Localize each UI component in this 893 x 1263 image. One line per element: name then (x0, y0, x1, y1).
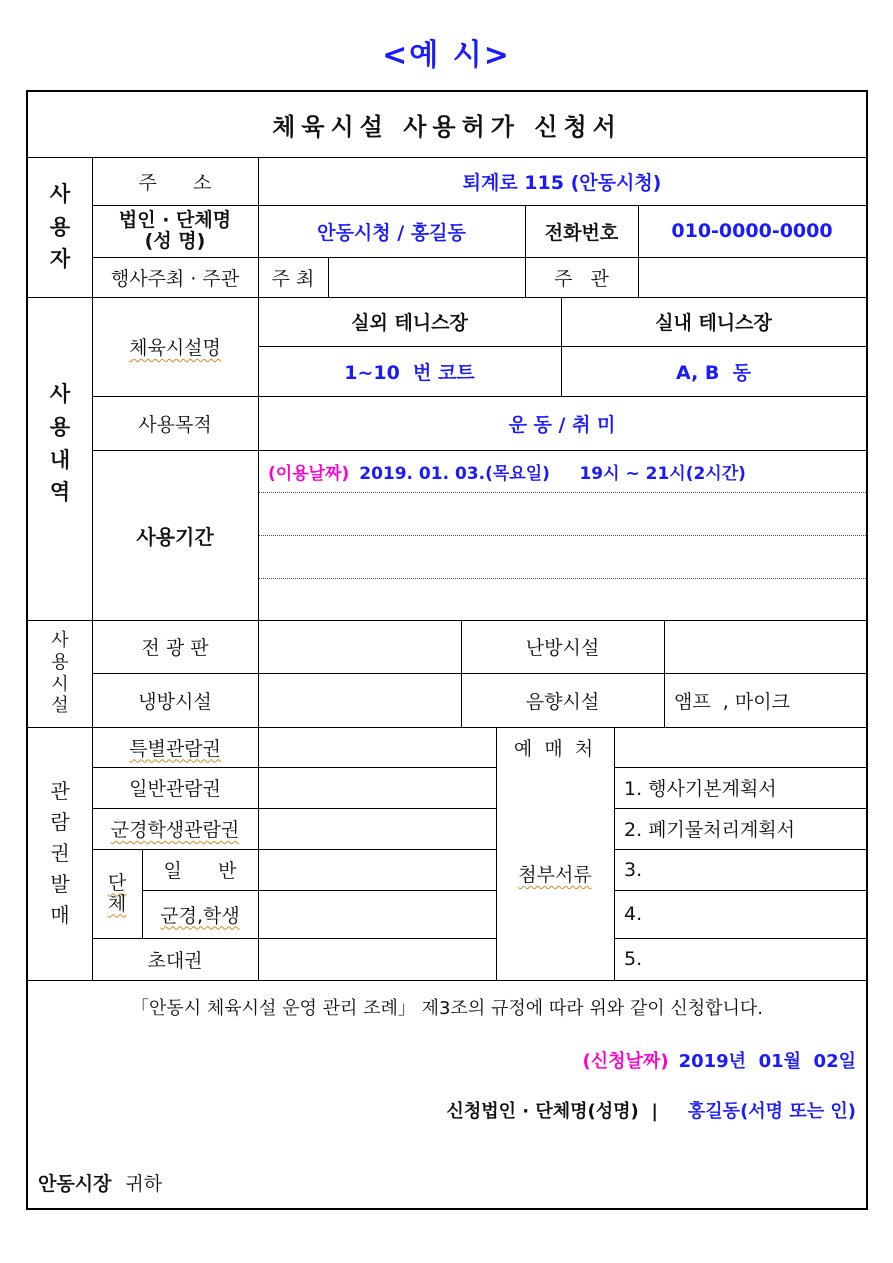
signature-line: 신청법인 · 단체명(성명) | 홍길동(서명 또는 인) (446, 1101, 856, 1122)
sound-value: 앰프 , 마이크 (674, 690, 790, 713)
purpose-value: 운 동 / 취 미 (508, 413, 616, 436)
attachment-5: 5. (624, 948, 643, 970)
host-field[interactable] (328, 257, 525, 297)
scoreboard-label: 전 광 판 (141, 637, 209, 659)
form-title: 체육시설 사용허가 신청서 (272, 113, 622, 141)
recipient: 안동시장 귀하 (38, 1172, 163, 1195)
org-name-label: 법인 · 단체명 (성 명) (118, 209, 232, 252)
group-military-student-label: 군경,학생 (160, 904, 240, 927)
host-label: 주 최 (271, 267, 315, 290)
facility-indoor: 실내 테니스장 (655, 312, 772, 334)
sound-label: 음향시설 (525, 690, 600, 713)
heating-label: 난방시설 (525, 637, 600, 659)
example-heading: <예 시> (382, 38, 511, 73)
address-value: 퇴계로 115 (안동시청) (462, 171, 662, 194)
attachment-3: 3. (624, 858, 643, 881)
organizer-label: 주 관 (554, 267, 609, 290)
usage-section-label: 사 용 내 역 (49, 382, 71, 505)
cooling-label: 냉방시설 (138, 690, 212, 713)
phone-value: 010-0000-0000 (671, 220, 833, 242)
attachment-1: 1. 행사기본계획서 (624, 778, 777, 800)
attachments-label: 첨부서류 (518, 864, 592, 886)
declaration-text: 「안동시 체육시설 운영 관리 조례」 제3조의 규정에 따라 위와 같이 신청합니다. (130, 998, 764, 1019)
facility-outdoor: 실외 테니스장 (351, 312, 468, 334)
application-date: (신청날짜) 2019년 01월 02일 (582, 1051, 856, 1072)
group-general-label: 일 반 (163, 860, 237, 882)
attachment-2: 2. 폐기물처리계획서 (624, 819, 795, 841)
purpose-label: 사용목적 (138, 413, 212, 436)
facility-use-application-form (26, 90, 868, 1210)
attachment-4: 4. (624, 903, 643, 925)
period-value: (이용날짜) 2019. 01. 03.(목요일) 19시 ~ 21시(2시간) (268, 463, 746, 484)
presale-label: 예 매 처 (513, 737, 597, 760)
event-label: 행사주최 · 주관 (110, 267, 240, 290)
general-ticket-label: 일반관람권 (129, 778, 221, 800)
special-ticket-label: 특별관람권 (129, 737, 221, 760)
period-label: 사용기간 (136, 524, 214, 549)
ticket-section-label: 관 람 권 발 매 (50, 779, 70, 927)
invitation-ticket-label: 초대권 (147, 949, 203, 972)
phone-label: 전화번호 (544, 221, 619, 244)
military-student-ticket-label: 군경학생관람권 (110, 819, 240, 841)
indoor-courts-value: A, B 동 (676, 361, 751, 384)
org-name-value: 안동시청 / 홍길동 (317, 221, 466, 244)
group-label: 단 체 (107, 871, 127, 915)
outdoor-courts-value: 1~10 번 코트 (344, 361, 475, 384)
equipment-section-label: 사 용 시 설 (51, 630, 69, 717)
applicant-section-label: 사 용 자 (49, 182, 71, 272)
address-label: 주 소 (138, 171, 212, 194)
facility-name-label: 체육시설명 (129, 337, 221, 359)
organizer-field[interactable] (638, 257, 866, 297)
